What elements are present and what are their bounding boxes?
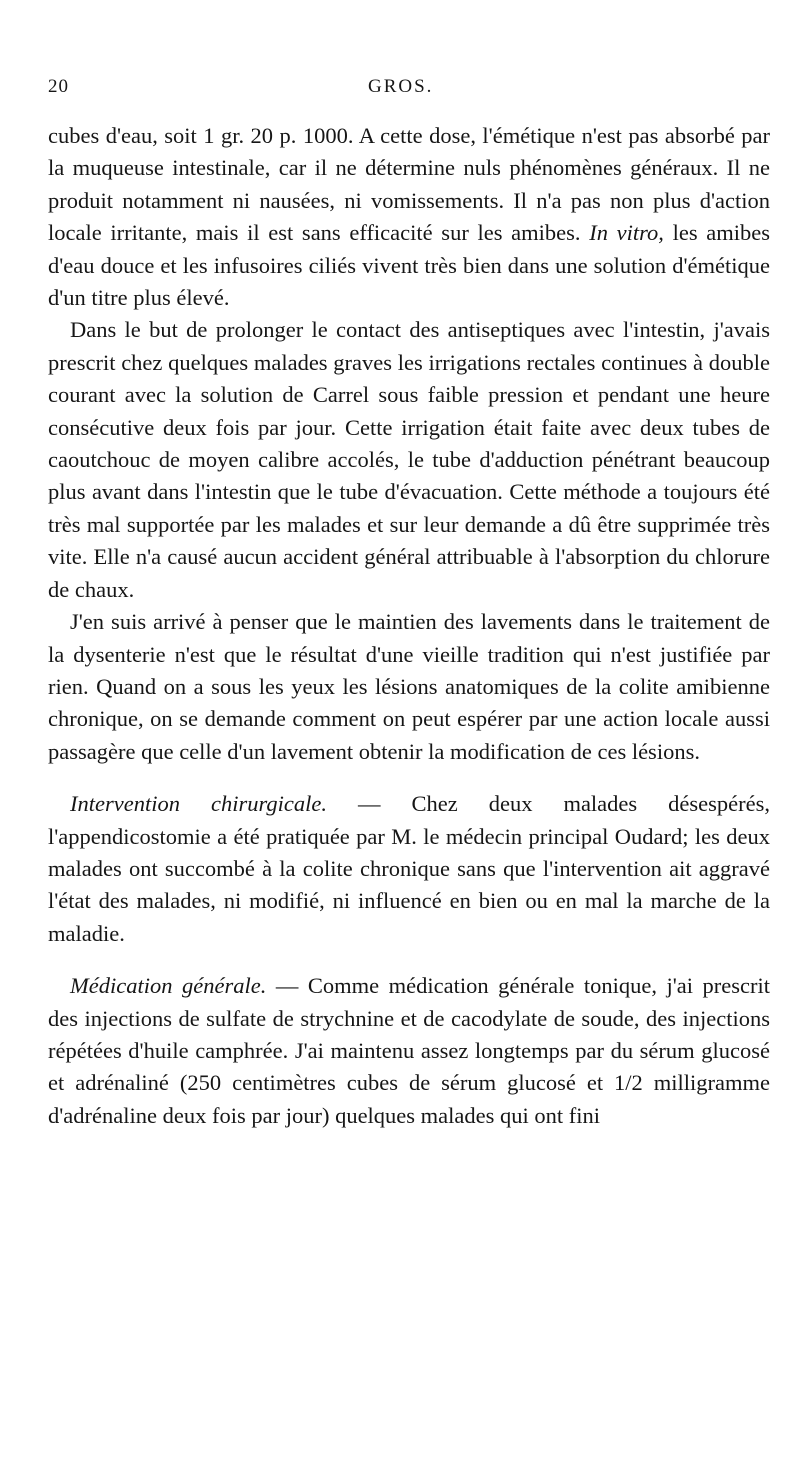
book-page [48,76,770,1132]
section-heading-medication: Médication générale. [70,973,267,999]
section-medication-generale [48,970,770,1132]
running-title: GROS. [368,76,434,97]
body-text [48,120,770,1132]
section-intervention-chirurgicale [48,788,770,950]
section-text-medication: — Comme médication générale tonique, j'ai prescrit des injections de sulfate de strychnine et de cacodylate de soude, des injections répétées d'huile camphrée. J'ai maintenu assez longtemps par du sérum glucosé et adrénaliné (250 centimètres cubes de sérum glucosé et 1/2 milligramme d'adrénaline deux fois par jour) quelques malades qui ont fini [48,973,771,1128]
page-number: 20 [48,76,69,97]
paragraph-2: Dans le but de prolonger le contact des antiseptiques avec l'intestin, j'avais prescrit chez quelques malades graves les irrigations rectales continues à double courant avec la solution de Carrel sous faible pression et pendant une heure consécutive deux fois par jour. Cette irrigation était faite avec deux tubes de caoutchouc de moyen calibre accolés, le tube d'adduction pénétrant beaucoup plus avant dans l'intestin que le tube d'évacuation. Cette méthode a toujours été très mal supportée par les malades et sur leur demande a dû être supprimée très vite. Elle n'a causé aucun accident général attribuable à l'absorption du chlorure de chaux. [48,317,770,602]
in-vitro-emphasis: In vitro, [589,220,664,246]
page-header [48,76,770,108]
section-text-intervention: — Chez deux malades désespérés, l'appendicostomie a été pratiquée par M. le médecin principal Oudard; les deux malades ont succombé à la colite chronique sans que l'intervention ait aggravé l'état des malades, ni modifié, ni influencé en bien ou en mal la marche de la maladie. [48,791,770,946]
paragraph-1-text-after: les amibes d'eau douce et les infusoires ciliés vivent très bien dans une solution d'émétique d'un titre plus élevé. [48,220,771,311]
section-heading-intervention: Intervention chirurgicale. [70,791,327,817]
paragraph-3: J'en suis arrivé à penser que le maintien des lavements dans le traitement de la dysenterie n'est que le résultat d'une vieille tradition qui n'est justifiée par rien. Quand on a sous les yeux les lésions anatomiques de la colite amibienne chronique, on se demande comment on peut espérer par une action locale aussi passagère que celle d'un lavement obtenir la modification de ces lésions. [48,609,770,764]
paragraph-1-text-before: cubes d'eau, soit 1 gr. 20 p. 1000. A cette dose, l'émétique n'est pas absorbé par la muqueuse intestinale, car il ne détermine nuls phénomènes généraux. Il ne produit notamment ni nausées, ni vomissements. Il n'a pas non plus d'action locale irritante, mais il est sans efficacité sur les amibes. [48,123,770,246]
paragraph-1 [48,120,770,314]
